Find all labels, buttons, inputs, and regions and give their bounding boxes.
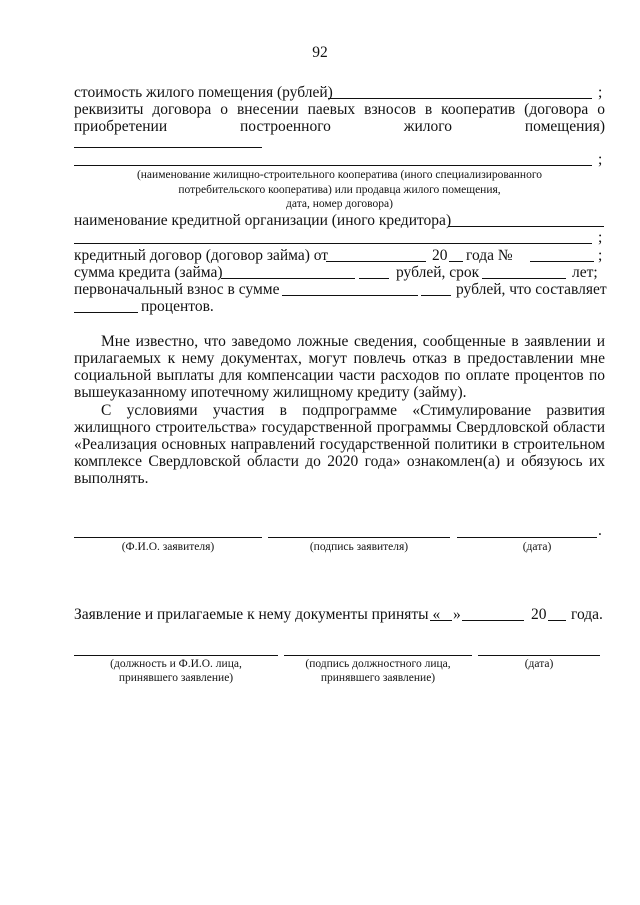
loan-sum-kop-field[interactable] [359,278,389,279]
requisites-field-2[interactable] [74,165,592,166]
coop-note-1: (наименование жилищно-строительного кооператива (иного специализированного [136,169,543,181]
p2-line-2: жилищного строительства» государственной программы Свердловской области [74,419,605,436]
down-payment-field[interactable] [282,295,418,296]
p1-line-2: прилагаемых к нему документах, могут повлечь отказ в предоставлении мне [74,350,605,367]
loan-sum-field[interactable] [221,278,355,279]
quote-close: » [453,606,461,623]
cost-label: стоимость жилого помещения (рублей) [74,84,333,101]
dot: . [598,522,602,539]
coop-note-2: потребительского кооператива) или продавца жилого помещения, [178,184,501,196]
years-label: лет; [572,264,598,281]
p1-line-3: социальной выплаты для компенсации части расходов по оплате процентов по [74,367,605,384]
agreement-year-field[interactable] [449,261,463,262]
p2-line-3: «Реализация основных направлений государственной политики в строительном [74,436,605,453]
percent-label: процентов. [141,298,214,315]
accept-month-field[interactable] [462,620,524,621]
rub-that-label: рублей, что составляет [456,281,607,298]
officer-fio-field[interactable] [74,655,278,656]
p1-line-4: вышеуказанному ипотечному жилищному кредиту (займу). [74,384,467,401]
agreement-number-field[interactable] [530,261,594,262]
credit-agreement-label: кредитный договор (договор займа) от [74,247,329,264]
year-prefix: 20 [531,606,547,623]
coop-note-3: дата, номер договора) [286,198,393,210]
year-prefix: 20 [432,247,448,264]
loan-sum-label: сумма кредита (займа) [74,264,223,281]
officer-sign-label-1: (подпись должностного лица, [305,658,451,670]
p1-line-1: Мне известно, что заведомо ложные сведения, сообщенные в заявлении и [101,333,605,350]
accept-day-field[interactable] [430,620,452,621]
year-word: года. [571,606,603,623]
down-payment-kop-field[interactable] [421,295,451,296]
requisites-field-1[interactable] [74,147,262,148]
position-label-1: (должность и Ф.И.О. лица, [110,658,242,670]
semicolon: ; [598,229,603,246]
cost-field[interactable] [328,98,592,99]
agreement-date-field[interactable] [326,261,426,262]
rub-term-label: рублей, срок [396,264,480,281]
sign-label: (подпись заявителя) [309,541,409,553]
creditor-field-1[interactable] [448,226,604,227]
requisites-line-2: приобретении построенного жилого помещения) [74,118,605,135]
officer-date-label: (дата) [524,658,554,670]
p2-line-5: выполнять. [74,470,149,487]
percent-field[interactable] [74,312,138,313]
p2-line-4: комплексе Свердловской области до 2020 года» ознакомлен(а) и обязуюсь их [74,453,605,470]
fio-label: (Ф.И.О. заявителя) [121,541,215,553]
applicant-signature-field[interactable] [268,537,450,538]
loan-term-field[interactable] [482,278,566,279]
page-number: 92 [312,44,328,61]
semicolon: ; [598,151,603,168]
accept-year-field[interactable] [548,620,566,621]
acceptance-text: Заявление и прилагаемые к нему документы приняты « [74,606,441,623]
officer-sign-label-2: принявшего заявление) [320,672,436,684]
creditor-field-2[interactable] [74,243,592,244]
semicolon: ; [598,84,603,101]
down-payment-label: первоначальный взнос в сумме [74,281,280,298]
applicant-date-field[interactable] [457,537,597,538]
position-label-2: принявшего заявление) [118,672,234,684]
date-label: (дата) [522,541,552,553]
officer-signature-field[interactable] [284,655,472,656]
p2-line-1: С условиями участия в подпрограмме «Стимулирование развития [101,402,605,419]
officer-date-field[interactable] [478,655,600,656]
applicant-fio-field[interactable] [74,537,262,538]
semicolon: ; [598,247,603,264]
requisites-line-1: реквизиты договора о внесении паевых взносов в кооператив (договора о [74,101,605,118]
creditor-label: наименование кредитной организации (иного кредитора) [74,212,452,229]
year-no-label: года № [466,247,513,264]
